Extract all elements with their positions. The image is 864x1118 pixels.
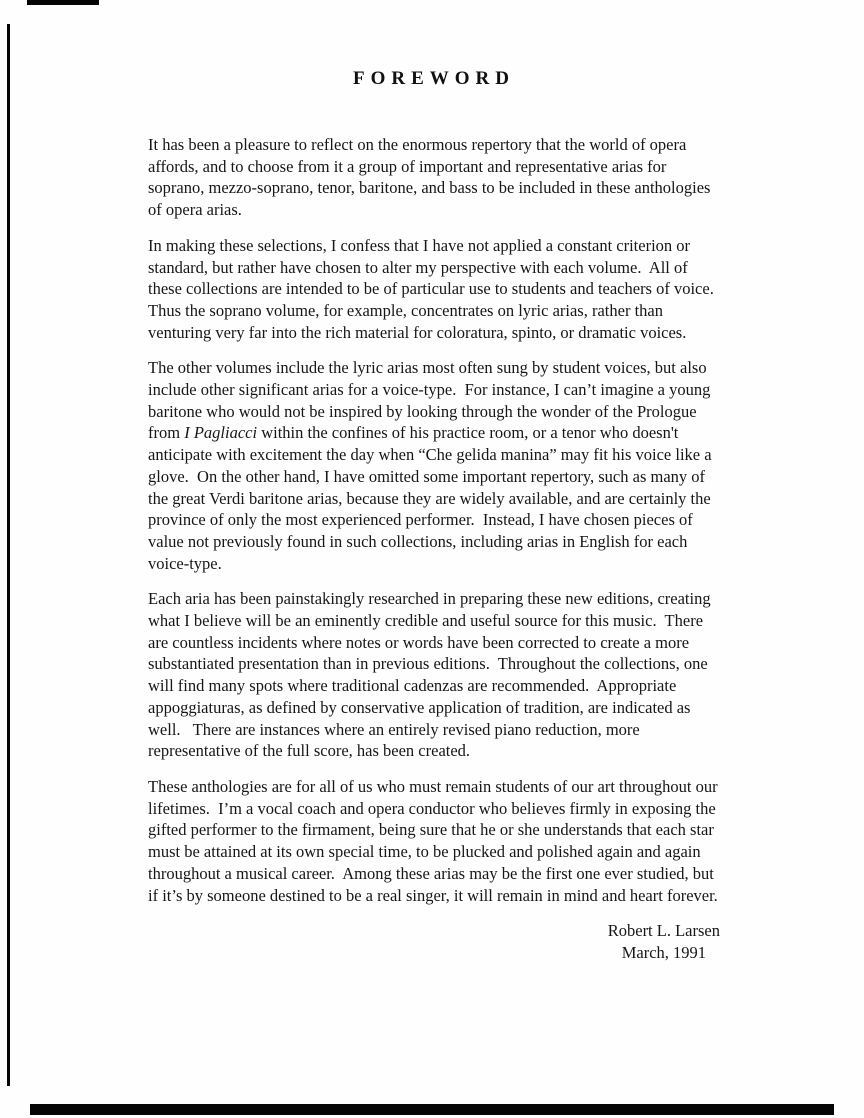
- scan-artifact-top-edge: [27, 0, 99, 5]
- italic-text-segment: I Pagliacci: [184, 423, 258, 443]
- text-segment: It has been a pleasure to reflect on the enormous repertory that the world of opera affords, and to choose from it a group of important and representative arias for soprano, mezzo-soprano, tenor, baritone, and bass to be included in these anthologies of opera arias.: [148, 135, 715, 220]
- text-segment: within the confines of his practice room, or a tenor who doesn't anticipate with excitement the day when “Che gelida manina” may fit his voice like a glove. On the other hand, I have omitted some important repertory, such as many of the great Verdi baritone arias, because they are widely available, and are certainly the province of only the most experienced performer. Instead, I have chosen pieces of value not previously found in such collections, including arias in English for each voice-type.: [148, 423, 716, 573]
- foreword-paragraph: [148, 357, 720, 574]
- signature-block: [148, 920, 720, 964]
- text-segment: Each aria has been painstakingly researched in preparing these new editions, creating what I believe will be an eminently credible and useful source for this music. There are countless incidents where notes or words have been corrected to create a more substantiated presentation than in previous editions. Throughout the collections, one will find many spots where traditional cadenzas are recommended. Appropriate appoggiaturas, as defined by conservative application of tradition, are indicated as well. There are instances where an entirely revised piano reduction, more representative of the full score, has been created.: [148, 589, 715, 761]
- page-content: [148, 0, 720, 964]
- signature-inner: [608, 920, 720, 964]
- foreword-paragraph: [148, 776, 720, 906]
- scan-artifact-left-edge: [7, 24, 10, 1086]
- scan-artifact-bottom-edge: [30, 1104, 834, 1115]
- page-title: FOREWORD: [353, 68, 515, 89]
- signature-name: Robert L. Larsen: [607, 921, 720, 941]
- foreword-paragraph: [148, 588, 720, 762]
- signature-date: March, 1991: [621, 943, 707, 963]
- text-segment: These anthologies are for all of us who must remain students of our art throughout our lifetimes. I’m a vocal coach and opera conductor who believes firmly in exposing the gifted performer to the firmament, being sure that he or she understands that each star must be attained at its own special time, to be plucked and polished again and again throughout a musical career. Among these arias may be the first one ever studied, but if it’s by someone destined to be a real singer, it will remain in mind and heart forever.: [148, 776, 722, 905]
- text-segment: The other volumes include the lyric arias most often sung by student voices, but also include other significant arias for a voice-type. For instance, I can’t imagine a young baritone who would not be inspired by looking through the wonder of the Prologue from: [148, 358, 715, 443]
- text-segment: In making these selections, I confess that I have not applied a constant criterion or standard, but rather have chosen to alter my perspective with each volume. All of these collections are intended to be of particular use to students and teachers of voice. Thus the soprano volume, for example, concentrates on lyric arias, rather than venturing very far into the rich material for coloratura, spinto, or dramatic voices.: [148, 235, 722, 342]
- foreword-paragraph: [148, 134, 720, 221]
- foreword-body: [148, 134, 720, 906]
- foreword-paragraph: [148, 235, 720, 344]
